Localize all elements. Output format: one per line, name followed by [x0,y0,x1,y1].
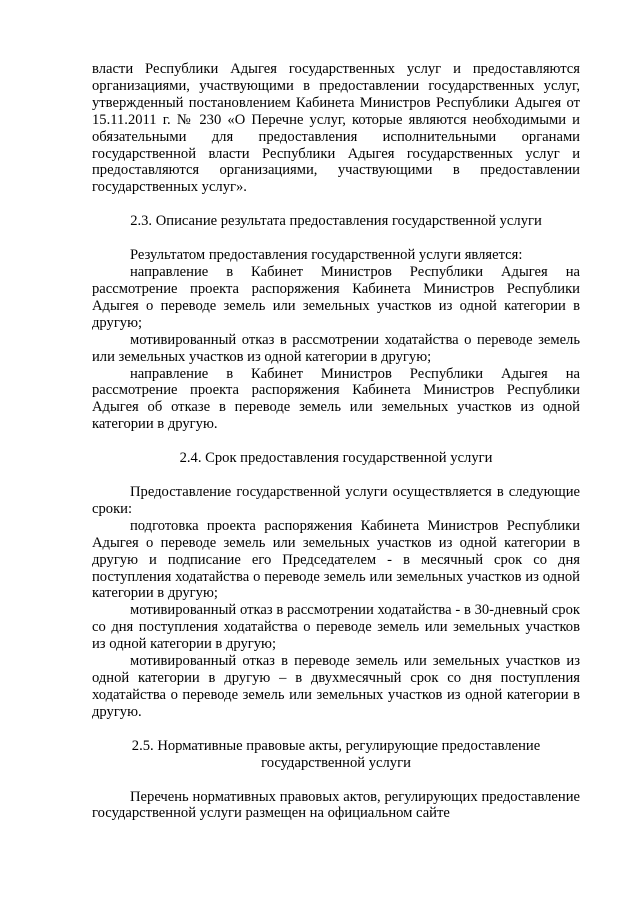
section-2-3-paragraph: мотивированный отказ в рассмотрении ходатайства о переводе земель или земельных участков из одной категории в другую; [92,331,580,365]
section-2-4-paragraph: Предоставление государственной услуги осуществляется в следующие сроки: [92,484,580,517]
section-2-3-paragraph: Результатом предоставления государственной услуги является: [130,247,523,264]
section-2-4-paragraph: мотивированный отказ в рассмотрении ходатайства - в 30-дневный срок со дня поступления ходатайства о переводе земель или земельных участков из одной категории в другую; [92,602,580,653]
section-2-3-heading: 2.3. Описание результата предоставления государственной услуги [130,213,542,230]
spacer [92,196,580,213]
spacer [92,433,580,450]
spacer [92,721,580,738]
section-2-5-heading-line-1: 2.5. Нормативные правовые акты, регулирующие предоставление [131,737,541,754]
section-2-5-paragraph: Перечень нормативных правовых актов, регулирующих предоставление государственной услуги размещен на официальном сайте [92,788,580,822]
section-2-5-heading-line-2: государственной услуги [261,754,411,771]
spacer [92,467,580,484]
intro-paragraph: власти Республики Адыгея государственных услуг и предоставляются организациями, участвующими в предоставлении государственных услуг, утвержденный постановлением Кабинета Министров Республики Адыгея от 15.11.2011 г. № 230 «О Перечне услуг, которые являются необходимыми и обязательными для предоставления исполнительными органами государственной власти Республики Адыгея государственных услуг и предоставляются организациями, участвующими в предоставлении государственных услуг». [92,61,580,196]
spacer [92,230,580,247]
section-2-3-paragraph: направление в Кабинет Министров Республики Адыгея на рассмотрение проекта распоряжения Кабинета Министров Республики Адыгея о переводе земель или земельных участков из одной категории в другую; [92,264,580,331]
document-page [92,61,580,822]
section-2-4-paragraph: мотивированный отказ в переводе земель или земельных участков из одной категории в другую – в двухмесячный срок со дня поступления ходатайства о переводе земель или земельных участков из одной категории в другую. [92,653,580,720]
section-2-4-heading: 2.4. Срок предоставления государственной услуги [179,450,493,467]
spacer [92,772,580,789]
section-2-3-paragraph: направление в Кабинет Министров Республики Адыгея на рассмотрение проекта распоряжения Кабинета Министров Республики Адыгея об отказе в переводе земель или земельных участков из одной категории в другую. [92,365,580,433]
section-2-4-paragraph: подготовка проекта распоряжения Кабинета Министров Республики Адыгея о переводе земель или земельных участков из одной категории в другую и подписание его Председателем - в месячный срок со дня поступления ходатайства о переводе земель или земельных участков из одной категории в другую; [92,517,580,602]
